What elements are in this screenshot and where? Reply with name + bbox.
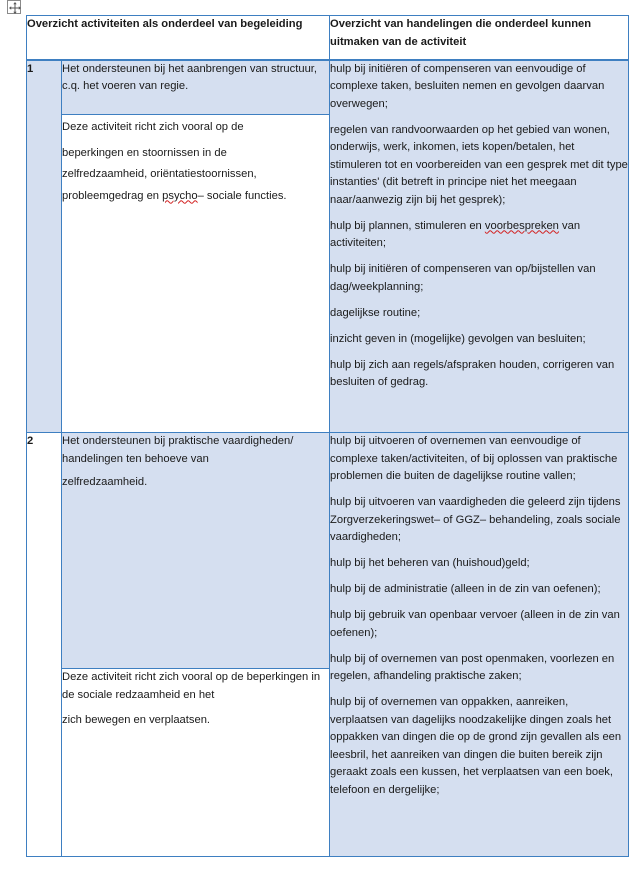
handeling-item: hulp bij zich aan regels/afspraken houden, corrigeren van besluiten of gedrag. xyxy=(330,358,615,388)
handeling-item: hulp bij de administratie (alleen in de zin van oefenen); xyxy=(330,583,601,595)
focus-line: zich bewegen en verplaatsen. xyxy=(62,714,211,726)
handelingen-cell xyxy=(330,60,629,433)
activity-focus xyxy=(62,115,330,433)
focus-line: zelfredzaamheid, oriëntatiestoornissen, xyxy=(62,168,257,180)
handelingen-cell xyxy=(330,433,629,857)
activity-line: zelfredzaamheid. xyxy=(62,476,148,488)
table-row xyxy=(27,60,629,115)
handeling-item: hulp bij uitvoeren of overnemen van eenvoudige of complexe taken/activiteiten, of bij oplossen van praktische problemen die buiten de dagelijkse routine vallen; xyxy=(330,435,618,482)
handeling-item: hulp bij initiëren of compenseren van op/bijstellen van dag/weekplanning; xyxy=(330,263,596,293)
spellcheck-word: psycho xyxy=(162,189,198,202)
focus-line: Deze activiteit richt zich vooral op de xyxy=(62,121,244,133)
handeling-item: dagelijkse routine; xyxy=(330,306,421,319)
activity-description xyxy=(62,60,330,115)
activities-table xyxy=(26,15,629,857)
header-activities: Overzicht activiteiten als onderdeel van begeleiding xyxy=(27,16,330,60)
handeling-item: hulp bij gebruik van openbaar vervoer (alleen in de zin van oefenen); xyxy=(330,609,620,639)
header-handelingen: Overzicht van handelingen die onderdeel kunnen uitmaken van de activiteit xyxy=(330,16,629,60)
focus-line: beperkingen en stoornissen in de xyxy=(62,146,227,159)
table-header-row xyxy=(27,16,629,60)
handeling-item: hulp bij of overnemen van oppakken, aanreiken, verplaatsen van dagelijks noodzakelijke dingen zoals het oppakken van dingen die op de grond zijn gevallen als een leesbril, het aanreiken van dingen die buiten bereik zijn geraakt zoals een kussen, het verplaatsen van een boek, telefoon en dergelijke; xyxy=(330,696,622,796)
activity-description xyxy=(62,433,330,669)
handeling-item: hulp bij het beheren van (huishoud)geld; xyxy=(330,557,530,569)
handeling-item: inzicht geven in (mogelijke) gevolgen van besluiten; xyxy=(330,332,586,345)
activity-focus xyxy=(62,669,330,857)
handeling-item: hulp bij plannen, stimuleren en voorbespreken van activiteiten; xyxy=(330,219,581,249)
focus-line: Deze activiteit richt zich vooral op de beperkingen in de sociale redzaamheid en het xyxy=(62,671,321,701)
row-number: 2 xyxy=(27,433,62,857)
row-number: 1 xyxy=(27,60,62,433)
table-row xyxy=(27,433,629,669)
move-arrows-icon xyxy=(8,1,22,15)
handeling-item: hulp bij initiëren of compenseren van eenvoudige of complexe taken, besluiten nemen en gevolgen daarvan overwegen; xyxy=(330,62,605,110)
activity-line: Het ondersteunen bij praktische vaardigheden/ handelingen ten behoeve van xyxy=(62,435,294,465)
activity-text: Het ondersteunen bij het aanbrengen van structuur, c.q. het voeren van regie. xyxy=(62,62,318,92)
spellcheck-word: voorbespreken xyxy=(484,219,559,232)
focus-line: probleemgedrag en psycho– sociale functies. xyxy=(62,189,287,202)
handeling-item: regelen van randvoorwaarden op het gebied van wonen, onderwijs, werk, inkomen, iets kopen/betalen, het stimuleren tot en voorbereiden van een gesprek met dit type instanties' (dit betreft in principe niet het meegaan naar/aanwezig zijn bij het gesprek); xyxy=(330,123,628,206)
handeling-item: hulp bij uitvoeren van vaardigheden die geleerd zijn tijdens Zorgverzekeringswet– of GGZ– behandeling, zoals sociale vaardigheden; xyxy=(330,496,621,543)
handeling-item: hulp bij of overnemen van post openmaken, voorlezen en regelen, afhandeling praktische zaken; xyxy=(330,652,615,682)
table-move-handle[interactable] xyxy=(7,0,21,14)
